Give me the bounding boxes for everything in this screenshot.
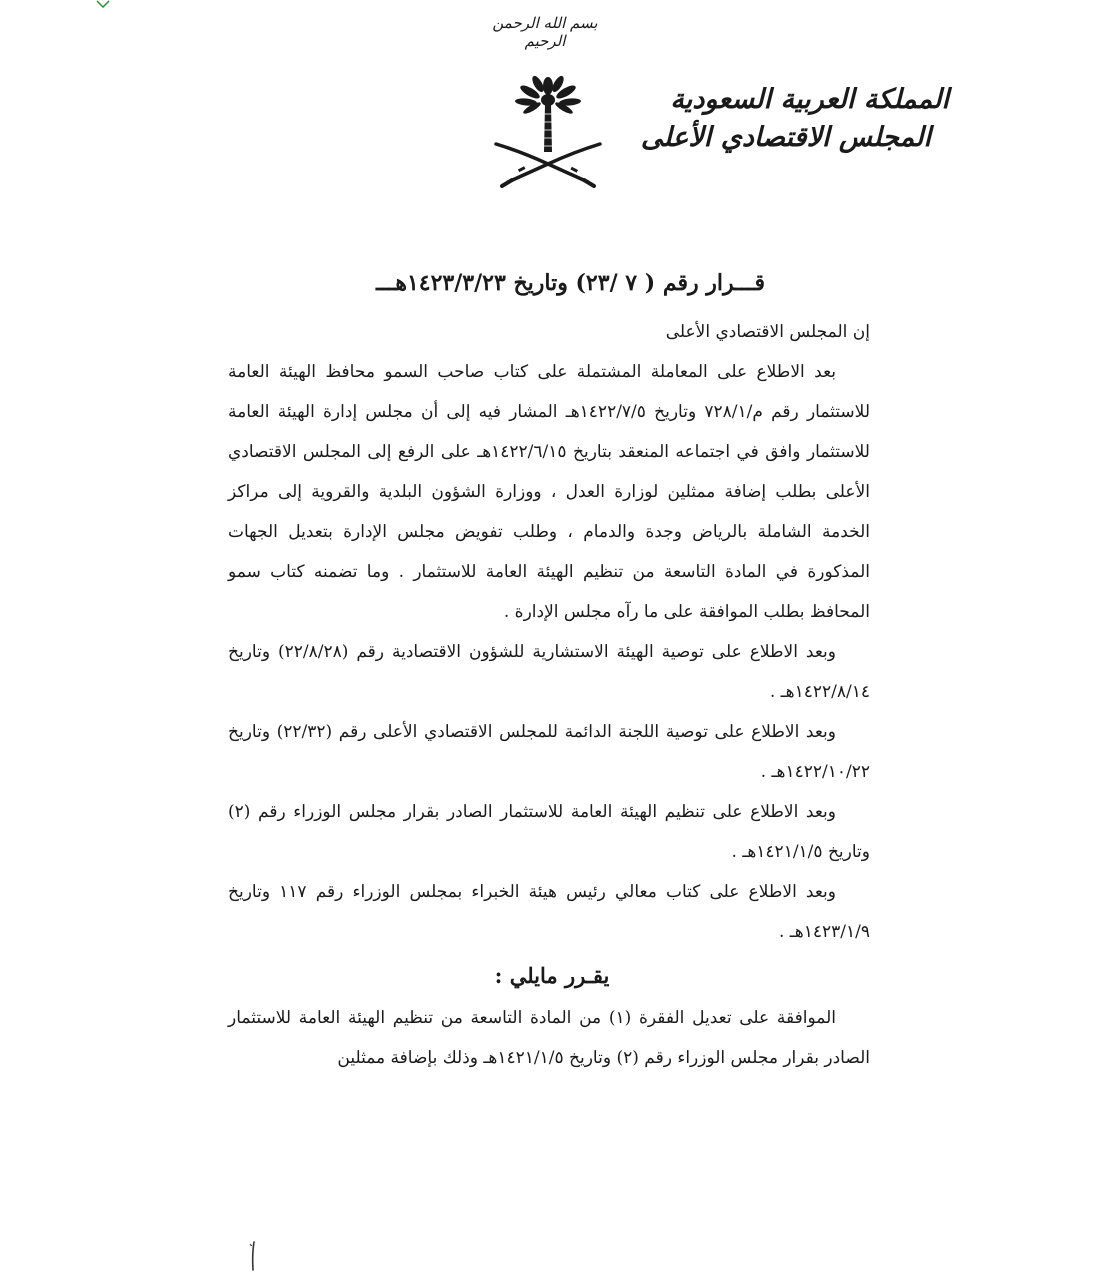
recital-paragraph: وبعد الاطلاع على كتاب معالي رئيس هيئة الخبراء بمجلس الوزراء رقم ١١٧ وتاريخ ١٤٢٣/١/٩هـ . (228, 882, 870, 942)
decision-body (228, 312, 870, 1078)
decision-title: قـــرار رقم ( ٧ /٢٣) وتاريخ ١٤٢٣/٣/٢٣هـــ (376, 270, 765, 296)
council-name: المجلس الاقتصادي الأعلى (640, 122, 931, 153)
page-mark-stroke (247, 1240, 259, 1272)
resolves-heading: يقـرر مايلي : (494, 963, 610, 988)
recital-paragraph: وبعد الاطلاع على توصية الهيئة الاستشارية للشؤون الاقتصادية رقم (٢٢/٨/٢٨) وتاريخ ١٤٢٢/٨/١٤هـ . (228, 642, 870, 702)
corner-tick-mark (96, 0, 110, 8)
letterhead (640, 82, 949, 158)
opening-line: إن المجلس الاقتصادي الأعلى (665, 322, 870, 342)
kingdom-name: المملكة العربية السعودية (670, 84, 949, 115)
recital-paragraph: وبعد الاطلاع على تنظيم الهيئة العامة للاستثمار الصادر بقرار مجلس الوزراء رقم (٢) وتاريخ ١٤٢١/١/٥هـ . (228, 802, 870, 862)
recital-paragraph: بعد الاطلاع على المعاملة المشتملة على كتاب صاحب السمو محافظ الهيئة العامة للاستثمار رقم م/٧٢٨/١ وتاريخ ١٤٢٢/٧/٥هـ المشار فيه إلى أن مجلس إدارة الهيئة العامة للاستثمار وافق في اجتماعه المنعقد بتاريخ ١٤٢٢/٦/١٥هـ على الرفع إلى المجلس الاقتصادي الأعلى بطلب إضافة ممثلين لوزارة العدل ، ووزارة الشؤون البلدية والقروية إلى مراكز الخدمة الشاملة بالرياض وجدة والدمام ، وطلب تفويض مجلس الإدارة بتعديل الجهات المذكورة في المادة التاسعة من تنظيم الهيئة العامة للاستثمار . وما تضمنه كتاب سمو المحافظ بطلب الموافقة على ما رآه مجلس الإدارة . (228, 362, 870, 622)
recital-paragraph: وبعد الاطلاع على توصية اللجنة الدائمة للمجلس الاقتصادي الأعلى رقم (٢٢/٣٢) وتاريخ ١٤٢٢/١٠/٢٢هـ . (228, 722, 870, 782)
resolution-paragraph: الموافقة على تعديل الفقرة (١) من المادة التاسعة من تنظيم الهيئة العامة للاستثمار الصادر بقرار مجلس الوزراء رقم (٢) وتاريخ ١٤٢١/١/٥هـ وذلك بإضافة ممثلين (228, 1008, 870, 1068)
saudi-palm-swords-emblem-icon (492, 70, 604, 188)
basmala-calligraphy: بسم الله الرحمن الرحيم (492, 14, 598, 50)
